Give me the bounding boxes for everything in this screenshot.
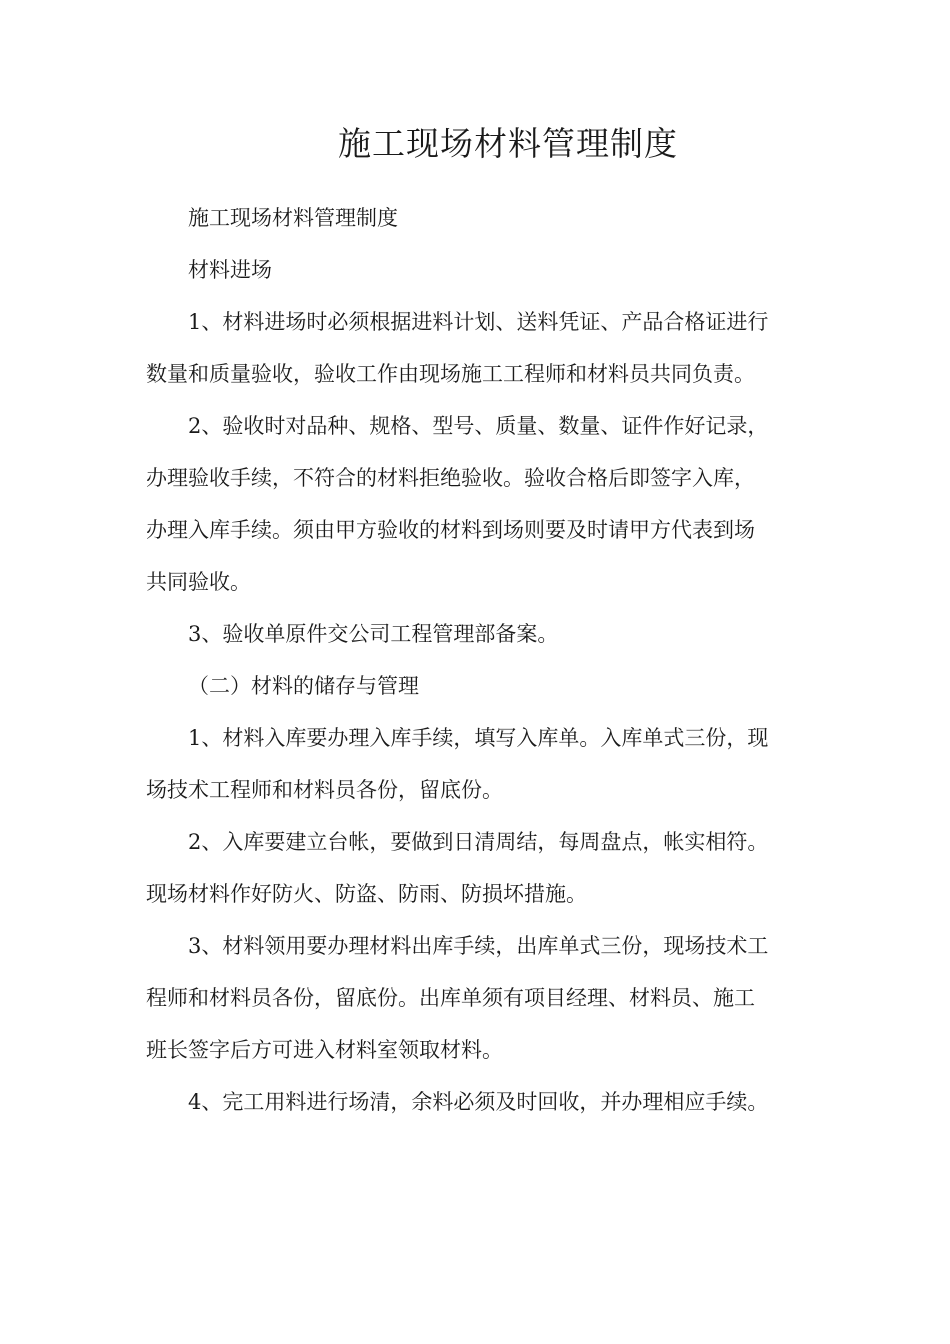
paragraph (146, 1076, 810, 1128)
paragraph-line: 4、完工用料进行场清，余料必须及时回收，并办理相应手续。 (188, 1090, 769, 1114)
paragraph-line: 办理验收手续，不符合的材料拒绝验收。验收合格后即签字入库， (146, 466, 755, 490)
paragraph-line: 现场材料作好防火、防盗、防雨、防损坏措施。 (146, 882, 587, 906)
paragraph-line: 2、验收时对品种、规格、型号、质量、数量、证件作好记录， (188, 414, 769, 438)
paragraph-line: 1、材料入库要办理入库手续，填写入库单。入库单式三份，现 (188, 726, 769, 750)
paragraph-line: 程师和材料员各份，留底份。出库单须有项目经理、材料员、施工 (146, 986, 755, 1010)
paragraph-line: 2、入库要建立台帐，要做到日清周结，每周盘点，帐实相符。 (188, 830, 769, 854)
paragraph (146, 712, 810, 816)
paragraph-line: 3、材料领用要办理材料出库手续，出库单式三份，现场技术工 (188, 934, 769, 958)
paragraph-line: 数量和质量验收，验收工作由现场施工工程师和材料员共同负责。 (146, 362, 755, 386)
paragraph-line: 3、验收单原件交公司工程管理部备案。 (188, 622, 559, 646)
document-body (146, 192, 810, 1128)
paragraph (146, 608, 810, 660)
paragraph-line: 班长签字后方可进入材料室领取材料。 (146, 1038, 503, 1062)
page-title: 施工现场材料管理制度 (338, 124, 678, 163)
section-heading-storage: （二）材料的储存与管理 (188, 674, 419, 698)
paragraph-line: 办理入库手续。须由甲方验收的材料到场则要及时请甲方代表到场 (146, 518, 755, 542)
paragraph-line: 共同验收。 (146, 570, 251, 594)
paragraph (146, 816, 810, 920)
paragraph-line: 场技术工程师和材料员各份，留底份。 (146, 778, 503, 802)
paragraph (146, 400, 810, 608)
paragraph (146, 920, 810, 1076)
paragraph-line: 1、材料进场时必须根据进料计划、送料凭证、产品合格证进行 (188, 310, 769, 334)
document-subtitle: 施工现场材料管理制度 (188, 206, 398, 230)
paragraph (146, 296, 810, 400)
section-heading-material-entry: 材料进场 (188, 258, 272, 282)
